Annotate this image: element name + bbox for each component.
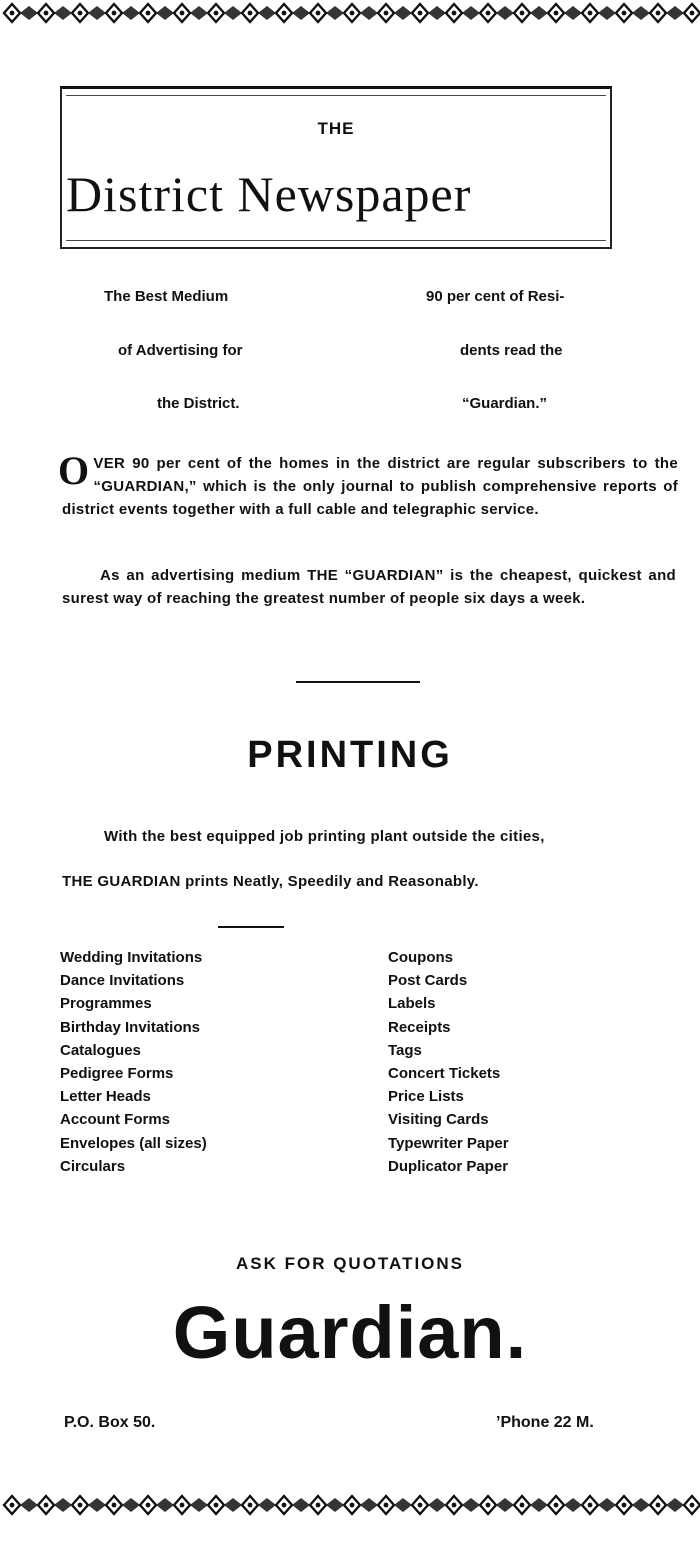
ornament-motif xyxy=(4,1496,38,1514)
list-divider xyxy=(218,926,284,928)
service-left-item: Wedding Invitations xyxy=(60,949,203,966)
ornament-motif xyxy=(378,4,412,22)
ornamental-border-top xyxy=(0,0,700,26)
section-divider xyxy=(296,681,420,683)
service-right-item: Duplicator Paper xyxy=(388,1157,509,1175)
ornament-motif xyxy=(684,1496,700,1514)
ornament-motif xyxy=(208,4,242,22)
ornament-motif xyxy=(446,1496,480,1514)
right-column-line-2: dents read the xyxy=(460,342,563,359)
ornament-motif xyxy=(242,4,276,22)
right-column-line-3: “Guardian.” xyxy=(462,395,548,412)
ornament-motif xyxy=(276,4,310,22)
service-right-item: Price Lists xyxy=(388,1088,464,1106)
services-list-left xyxy=(60,946,207,1178)
brand-name: Guardian. xyxy=(172,1291,528,1374)
service-left-item: Catalogues xyxy=(60,1041,141,1059)
ornament-motif xyxy=(276,1496,310,1514)
services-list-right xyxy=(388,946,509,1178)
service-left-item: Pedigree Forms xyxy=(60,1065,174,1083)
ornament-motif xyxy=(106,1496,140,1514)
ornament-motif xyxy=(38,1496,72,1514)
paragraph-circulation-text: VER 90 per cent of the homes in the district are regular subscribers to the “GUARDIAN,” which is the only journal to publish comprehensive reports of district events together with a full cable and telegraphic service. xyxy=(62,455,678,518)
ornament-motif xyxy=(480,1496,514,1514)
paragraph-circulation xyxy=(58,448,678,521)
drop-cap: O xyxy=(58,448,90,493)
ornament-motif xyxy=(344,1496,378,1514)
ornament-motif xyxy=(344,4,378,22)
ornament-motif xyxy=(106,4,140,22)
service-right-item: Tags xyxy=(388,1041,422,1059)
masthead-kicker: THE xyxy=(317,119,355,138)
ornamental-border-bottom xyxy=(0,1492,700,1518)
phone-number: ’Phone 22 M. xyxy=(496,1414,594,1431)
ornament-motif xyxy=(412,1496,446,1514)
ornament-motif xyxy=(174,4,208,22)
ornament-motif xyxy=(140,4,174,22)
ornament-motif xyxy=(548,1496,582,1514)
ornament-motif xyxy=(310,1496,344,1514)
ornament-motif xyxy=(650,1496,684,1514)
ornament-motif xyxy=(72,1496,106,1514)
ornament-motif xyxy=(616,1496,650,1514)
printing-heading: PRINTING xyxy=(247,734,453,776)
service-right-item: Receipts xyxy=(388,1018,451,1036)
ornament-motif xyxy=(616,4,650,22)
ornament-motif xyxy=(38,4,72,22)
service-left-item: Letter Heads xyxy=(60,1088,151,1106)
service-left-item: Birthday Invitations xyxy=(60,1018,201,1036)
service-right-item: Labels xyxy=(388,995,436,1013)
ornament-motif xyxy=(582,1496,616,1514)
ornament-motif xyxy=(140,1496,174,1514)
service-right-item: Concert Tickets xyxy=(388,1065,501,1083)
ornament-motif xyxy=(412,4,446,22)
ornament-motif xyxy=(208,1496,242,1514)
printing-line-2: THE GUARDIAN prints Neatly, Speedily and Reasonably. xyxy=(62,873,479,890)
ornament-motif xyxy=(72,4,106,22)
masthead-box xyxy=(60,86,612,249)
quotations-call: ASK FOR QUOTATIONS xyxy=(235,1254,465,1273)
ornament-motif xyxy=(684,4,700,22)
service-left-item: Dance Invitations xyxy=(60,972,185,990)
ornament-motif xyxy=(582,4,616,22)
paragraph-advertising: As an advertising medium THE “GUARDIAN” is the cheapest, quickest and surest way of reaching the greatest number of people six days a week. xyxy=(62,567,676,607)
ornament-motif xyxy=(548,4,582,22)
ornament-motif xyxy=(650,4,684,22)
left-column-line-3: the District. xyxy=(157,395,240,412)
ornament-motif xyxy=(242,1496,276,1514)
masthead-title: District Newspaper xyxy=(66,166,472,222)
ornament-motif xyxy=(514,4,548,22)
right-column-line-1: 90 per cent of Resi- xyxy=(426,288,565,305)
po-box: P.O. Box 50. xyxy=(64,1414,156,1431)
printing-line-1: With the best equipped job printing plant outside the cities, xyxy=(104,828,545,845)
ornament-motif xyxy=(4,4,38,22)
ornament-motif xyxy=(378,1496,412,1514)
service-right-item: Coupons xyxy=(388,949,453,966)
ornament-motif xyxy=(310,4,344,22)
service-right-item: Typewriter Paper xyxy=(388,1134,509,1152)
service-right-item: Visiting Cards xyxy=(388,1111,489,1129)
service-left-item: Account Forms xyxy=(60,1111,171,1129)
ornament-motif xyxy=(514,1496,548,1514)
ornament-motif xyxy=(174,1496,208,1514)
service-left-item: Programmes xyxy=(60,995,152,1013)
left-column-line-2: of Advertising for xyxy=(118,342,243,359)
left-column-line-1: The Best Medium xyxy=(104,288,229,305)
service-left-item: Envelopes (all sizes) xyxy=(60,1134,207,1152)
ornament-motif xyxy=(480,4,514,22)
ornament-motif xyxy=(446,4,480,22)
service-left-item: Circulars xyxy=(60,1157,126,1175)
service-right-item: Post Cards xyxy=(388,972,468,990)
